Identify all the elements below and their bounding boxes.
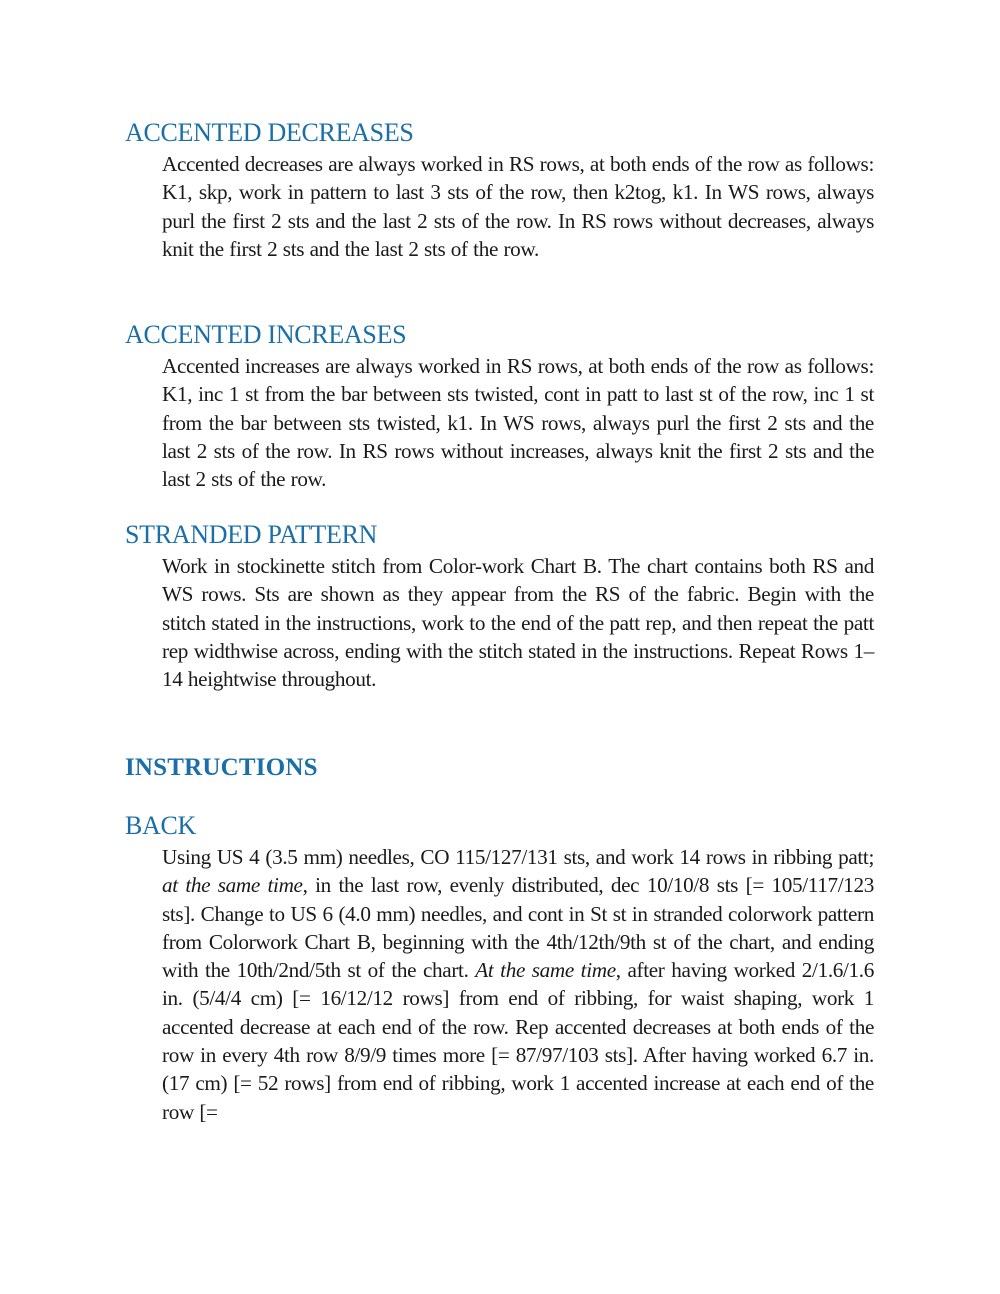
heading-accented-decreases: ACCENTED DECREASES [125,118,414,147]
back-italic-same-time-2: At the same time [475,958,616,983]
back-italic-same-time-1: at the same time [162,873,303,898]
heading-accented-increases: ACCENTED INCREASES [125,320,407,349]
paragraph-back [162,843,874,1126]
heading-back: BACK [125,811,197,840]
heading-instructions: INSTRUCTIONS [125,754,318,781]
back-text-part1: Using US 4 (3.5 mm) needles, CO 115/127/131 sts, and work 14 rows in ribbing patt; [162,845,874,869]
paragraph-stranded-pattern: Work in stockinette stitch from Color-work Chart B. The chart contains both RS and WS rows. Sts are shown as they appear from the RS of the fabric. Begin with the stitch stated in the instructions, work to the end of the patt rep, and then repeat the patt rep widthwise across, ending with the stitch stated in the instructions. Repeat Rows 1–14 heightwise throughout. [162,554,874,692]
paragraph-accented-increases: Accented increases are always worked in RS rows, at both ends of the row as follows: K1, inc 1 st from the bar between sts twisted, cont in patt to last st of the row, inc 1 st from the bar between sts twisted, k1. In WS rows, always purl the first 2 sts and the last 2 sts of the row. In RS rows without increases, always knit the first 2 sts and the last 2 sts of the row. [162,354,874,492]
back-text-part3: , after having worked 2/1.6/1.6 in. (5/4/4 cm) [= 16/12/12 rows] from end of ribbing, for waist shaping, work 1 accented decrease at each end of the row. Rep accented decreases at both ends of the row in every 4th row 8/9/9 times more [= 87/97/103 sts]. After having worked 6.7 in. (17 cm) [= 52 rows] from end of ribbing, work 1 accented increase at each end of the row [= [162,958,874,1124]
back-text-part2: , in the last row, evenly distributed, dec 10/10/8 sts [= 105/117/123 sts]. Change to US 6 (4.0 mm) needles, and cont in St st in stranded colorwork pattern from Colorwork Chart B, beginning with the 4th/12th/9th st of the chart, and ending with the 10th/2nd/5th st of the chart. [162,873,874,983]
paragraph-accented-decreases: Accented decreases are always worked in RS rows, at both ends of the row as follows: K1, skp, work in pattern to last 3 sts of the row, then k2tog, k1. In WS rows, always purl the first 2 sts and the last 2 sts of the row. In RS rows without decreases, always knit the first 2 sts and the last 2 sts of the row. [162,152,874,261]
heading-stranded-pattern: STRANDED PATTERN [125,520,378,549]
